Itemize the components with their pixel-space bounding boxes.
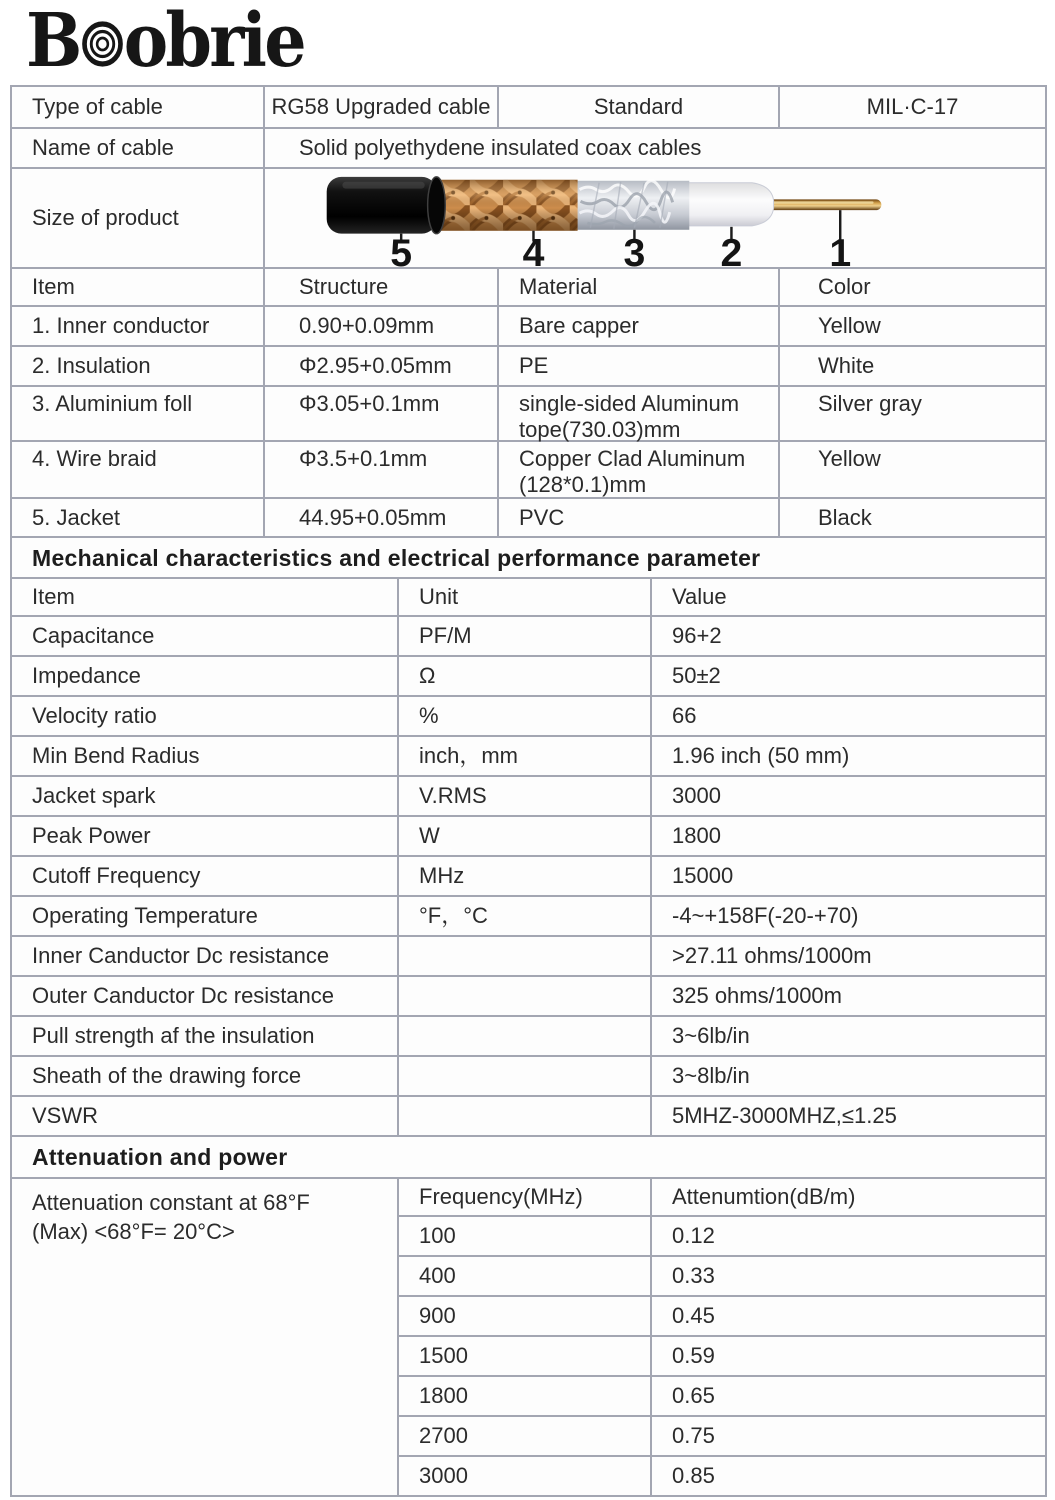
- table-cell: 3. Aluminium foll: [12, 387, 265, 442]
- cable-part-number-2: 2: [720, 232, 743, 267]
- cable-inner-conductor: [760, 199, 882, 210]
- table-cell: Silver gray: [780, 387, 1047, 442]
- table-cell: inch，mm: [399, 737, 652, 777]
- table-cell: Yellow: [780, 307, 1047, 347]
- table-cell: Sheath of the drawing force: [12, 1057, 399, 1097]
- table-cell: [399, 977, 652, 1017]
- table-cell: Pull strength af the insulation: [12, 1017, 399, 1057]
- table-cell: 0.45: [652, 1297, 1047, 1337]
- table-cell: [399, 1017, 652, 1057]
- table-cell: 3~8lb/in: [652, 1057, 1047, 1097]
- mechanical-section-title: Mechanical characteristics and electrical performance parameter: [12, 538, 1047, 579]
- table-cell: PVC: [499, 499, 780, 538]
- cable-insulation: [687, 183, 773, 226]
- table-cell: 1800: [652, 817, 1047, 857]
- table-cell: V.RMS: [399, 777, 652, 817]
- table-cell: VSWR: [12, 1097, 399, 1137]
- cable-part-number-1: 1: [829, 232, 852, 267]
- table-cell: 2. Insulation: [12, 347, 265, 387]
- table-cell: [399, 1057, 652, 1097]
- table-cell: Black: [780, 499, 1047, 538]
- table-cell: 0.65: [652, 1377, 1047, 1417]
- table-cell: Outer Canductor Dc resistance: [12, 977, 399, 1017]
- table-cell: 1.96 inch (50 mm): [652, 737, 1047, 777]
- logo-concentric-rings-icon: [81, 21, 122, 67]
- table-cell: single-sided Aluminum tope(730.03)mm: [499, 387, 780, 442]
- table-cell: 3000: [399, 1457, 652, 1497]
- col-header-attenuation: Attenumtion(dB/m): [652, 1179, 1047, 1217]
- col-header-item: Item: [12, 269, 265, 307]
- table-cell: >27.11 ohms/1000m: [652, 937, 1047, 977]
- table-cell: Impedance: [12, 657, 399, 697]
- table-cell: Capacitance: [12, 617, 399, 657]
- table-cell: MHz: [399, 857, 652, 897]
- structure-table: [12, 269, 1047, 538]
- col-header-value: Value: [652, 579, 1047, 617]
- table-cell: 325 ohms/1000m: [652, 977, 1047, 1017]
- cable-info-table: [12, 87, 1047, 269]
- table-cell: 0.12: [652, 1217, 1047, 1257]
- table-cell: 400: [399, 1257, 652, 1297]
- table-cell: 0.33: [652, 1257, 1047, 1297]
- table-cell: Yellow: [780, 442, 1047, 499]
- table-cell: 100: [399, 1217, 652, 1257]
- table-cell: 50±2: [652, 657, 1047, 697]
- table-cell: Φ2.95+0.05mm: [265, 347, 499, 387]
- logo-text-b: B: [26, 0, 80, 84]
- table-cell: 0.75: [652, 1417, 1047, 1457]
- table-cell: 66: [652, 697, 1047, 737]
- col-header-frequency: Frequency(MHz): [399, 1179, 652, 1217]
- table-cell: W: [399, 817, 652, 857]
- table-cell: Velocity ratio: [12, 697, 399, 737]
- attenuation-section-title: Attenuation and power: [12, 1137, 1047, 1179]
- cable-part-number-5: 5: [390, 232, 413, 267]
- table-cell: White: [780, 347, 1047, 387]
- size-of-product-label: Size of product: [12, 169, 265, 269]
- table-cell: 0.85: [652, 1457, 1047, 1497]
- table-cell: Cutoff Frequency: [12, 857, 399, 897]
- table-cell: Ω: [399, 657, 652, 697]
- table-cell: 2700: [399, 1417, 652, 1457]
- standard-value: MIL·C-17: [780, 87, 1047, 129]
- table-cell: %: [399, 697, 652, 737]
- logo-text-rest: obrie: [123, 0, 304, 84]
- cable-part-number-3: 3: [623, 232, 646, 267]
- table-cell: Peak Power: [12, 817, 399, 857]
- cable-cutaway-image: [265, 169, 1047, 269]
- col-header-item: Item: [12, 579, 399, 617]
- brand-logo: [26, 0, 304, 84]
- table-cell: 3~6lb/in: [652, 1017, 1047, 1057]
- table-cell: 900: [399, 1297, 652, 1337]
- table-cell: [399, 1097, 652, 1137]
- col-header-color: Color: [780, 269, 1047, 307]
- mechanical-table: [12, 579, 1047, 1137]
- table-cell: Bare capper: [499, 307, 780, 347]
- table-cell: Copper Clad Aluminum (128*0.1)mm: [499, 442, 780, 499]
- table-cell: 1. Inner conductor: [12, 307, 265, 347]
- table-cell: 3000: [652, 777, 1047, 817]
- coax-cable-diagram: [265, 169, 1045, 267]
- table-cell: [399, 937, 652, 977]
- table-cell: 96+2: [652, 617, 1047, 657]
- col-header-unit: Unit: [399, 579, 652, 617]
- table-cell: PF/M: [399, 617, 652, 657]
- table-cell: 5MHZ-3000MHZ,≤1.25: [652, 1097, 1047, 1137]
- table-cell: 5. Jacket: [12, 499, 265, 538]
- attenuation-condition-line1: Attenuation constant at 68°F: [32, 1190, 310, 1215]
- table-cell: Inner Canductor Dc resistance: [12, 937, 399, 977]
- table-cell: 0.59: [652, 1337, 1047, 1377]
- col-header-material: Material: [499, 269, 780, 307]
- cable-wire-braid: [436, 180, 577, 231]
- name-of-cable-label: Name of cable: [12, 129, 265, 169]
- table-cell: 0.90+0.09mm: [265, 307, 499, 347]
- table-cell: 1500: [399, 1337, 652, 1377]
- attenuation-condition: [12, 1179, 399, 1497]
- cable-aluminium-foil: [576, 181, 690, 230]
- table-cell: PE: [499, 347, 780, 387]
- attenuation-condition-line2: (Max) <68°F= 20°C>: [32, 1219, 235, 1244]
- table-cell: °F，°C: [399, 897, 652, 937]
- table-cell: -4~+158F(-20-+70): [652, 897, 1047, 937]
- cable-part-number-4: 4: [522, 232, 545, 267]
- type-of-cable-label: Type of cable: [12, 87, 265, 129]
- table-cell: Φ3.5+0.1mm: [265, 442, 499, 499]
- table-cell: Operating Temperature: [12, 897, 399, 937]
- table-cell: 15000: [652, 857, 1047, 897]
- table-cell: 1800: [399, 1377, 652, 1417]
- table-cell: 44.95+0.05mm: [265, 499, 499, 538]
- specification-tables: [10, 85, 1047, 1497]
- col-header-structure: Structure: [265, 269, 499, 307]
- table-cell: 4. Wire braid: [12, 442, 265, 499]
- table-cell: Min Bend Radius: [12, 737, 399, 777]
- name-of-cable-value: Solid polyethydene insulated coax cables: [265, 129, 1047, 169]
- cable-jacket: [327, 177, 446, 234]
- type-of-cable-value: RG58 Upgraded cable: [265, 87, 499, 129]
- attenuation-table: [12, 1179, 1047, 1497]
- standard-label: Standard: [499, 87, 780, 129]
- table-cell: Jacket spark: [12, 777, 399, 817]
- table-cell: Φ3.05+0.1mm: [265, 387, 499, 442]
